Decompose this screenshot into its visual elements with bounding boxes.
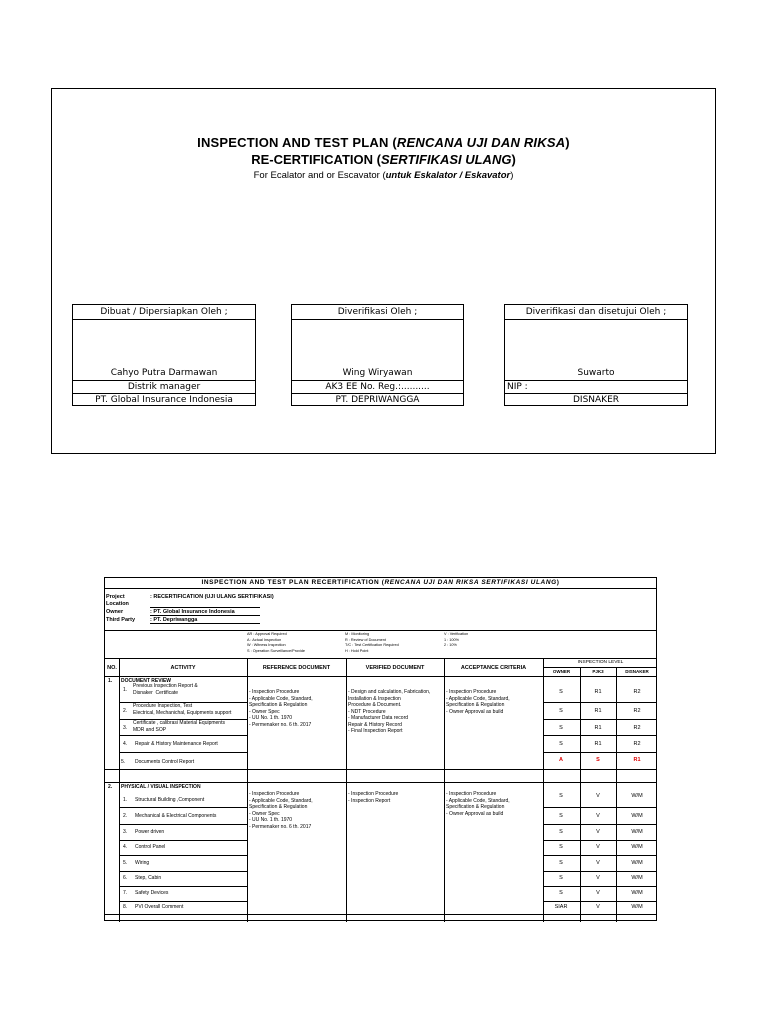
signature-header: Dibuat / Dipersiapkan Oleh ; (73, 305, 255, 320)
s2-item8-activity: PVI Overall Comment (135, 904, 184, 910)
s2-item2-owner: S (559, 813, 563, 819)
cover-title-line1: INSPECTION AND TEST PLAN (RENCANA UJI DAN RIKSA) (197, 135, 570, 150)
itp-title: INSPECTION AND TEST PLAN RECERTIFICATION (RENCANA UJI DAN RIKSA SERTIFIKASI ULANG) (105, 579, 656, 589)
header-owner: OWNER (552, 669, 571, 674)
signature-name: Wing Wiryawan (342, 368, 413, 378)
cover-page (51, 88, 716, 454)
legend-col1: AR : Approval Required A : Actual Inspection W : Witness Inspection S : Operation Surveillance/Provide (247, 632, 306, 653)
s2-item8-disnaker: W/M (631, 904, 643, 910)
s1-item2-disnaker: R2 (633, 708, 641, 714)
s2-item4-pjk3: V (596, 844, 600, 850)
signature-name: Suwarto (577, 368, 615, 378)
s2-item8-owner: SIAR (554, 904, 568, 910)
s2-item5-no: 5. (123, 860, 128, 866)
signature-reg: AK3 EE No. Reg.:.......... (292, 380, 463, 394)
header-no: NO. (107, 665, 117, 671)
s1-item1-disnaker: R2 (633, 689, 641, 695)
s1-item5-disnaker: R1 (633, 757, 641, 763)
s2-item3-pjk3: V (596, 829, 600, 835)
s2-item5-activity: Wiring (135, 860, 150, 866)
s1-item2-pjk3: R1 (594, 708, 602, 714)
s1-item5-no: 5. (121, 759, 126, 765)
header-acceptance: ACCEPTANCE CRITERIA (460, 665, 527, 671)
s2-item2-disnaker: W/M (631, 813, 643, 819)
signature-header: Diverifikasi dan disetujui Oleh ; (505, 305, 687, 320)
s2-item5-pjk3: V (596, 860, 600, 866)
s2-item4-owner: S (559, 844, 563, 850)
section1-no: 1. (108, 678, 113, 684)
s1-item3-disnaker: R2 (633, 725, 641, 731)
s2-item4-no: 4. (123, 844, 128, 850)
location-value (150, 601, 260, 608)
section1-acceptance: - Inspection Procedure - Applicable Code, Standard, Specification & Regulation - Owner Approval as build (446, 689, 510, 715)
signature-box-prepared (72, 304, 256, 406)
header-verified: VERIFIED DOCUMENT (365, 665, 425, 671)
s1-item2-activity: Procedure Inspection, Test Electrical, Mechanichal, Equipments support (133, 703, 232, 716)
cover-title-line2: RE-CERTIFICATION (SERTIFIKASI ULANG) (251, 152, 516, 167)
s2-item6-pjk3: V (596, 875, 600, 881)
s2-item3-activity: Power driven (135, 829, 165, 835)
project-value: : RECERTIFICATION (UJI ULANG SERTIFIKASI) (150, 594, 274, 600)
s1-item1-activity: Previous Inspection Report & Disnaker Certificate (133, 683, 198, 696)
s2-item1-owner: S (559, 793, 563, 799)
signature-company: PT. Global Insurance Indonesia (73, 393, 255, 407)
signature-header: Diverifikasi Oleh ; (292, 305, 463, 320)
section1-verified: - Design and calculation, Fabrication, Installation & Inspection Procedure & Document. - NDT Procedure - Manufacturer Data record Repair & History Record - Final Inspection Report (348, 689, 431, 734)
s1-item4-activity: Repair & History Maintenance Report (135, 741, 218, 747)
owner-value: : PT. Global Insurance Indonesia (150, 609, 260, 616)
s2-item3-disnaker: W/M (631, 829, 643, 835)
s2-item6-activity: Step, Cabin (135, 875, 162, 881)
s1-item4-owner: S (559, 741, 563, 747)
s2-item7-activity: Safety Devices (135, 890, 169, 896)
s2-item6-owner: S (559, 875, 563, 881)
s1-item3-no: 3. (123, 725, 128, 731)
s1-item1-pjk3: R1 (594, 689, 602, 695)
s1-item5-owner: A (559, 757, 563, 763)
s2-item8-no: 8. (123, 904, 128, 910)
s2-item1-no: 1. (123, 797, 128, 803)
s1-item5-activity: Documents Control Report (135, 759, 195, 765)
s2-item3-no: 3. (123, 829, 128, 835)
s2-item6-disnaker: W/M (631, 875, 643, 881)
s1-item3-pjk3: R1 (594, 725, 602, 731)
legend-col3: V : Verification 1 : 100% 2 : 10% (444, 632, 469, 647)
s1-item4-pjk3: R1 (594, 741, 602, 747)
s2-item2-activity: Mechanical & Electrical Components (135, 813, 217, 819)
section2-no: 2. (108, 784, 113, 790)
s2-item7-owner: S (559, 890, 563, 896)
s1-item3-owner: S (559, 725, 563, 731)
section1-title: DOCUMENT REVIEW (121, 678, 171, 684)
signature-company: PT. DEPRIWANGGA (292, 393, 463, 407)
s2-item1-pjk3: V (596, 793, 600, 799)
s1-item4-disnaker: R2 (633, 741, 641, 747)
s2-item2-pjk3: V (596, 813, 600, 819)
location-label: Location (106, 601, 129, 607)
cover-subtitle: For Ecalator and or Escavator (untuk Eskalator / Eskavator) (253, 170, 514, 181)
s2-item1-disnaker: W/M (631, 793, 643, 799)
header-disnaker: DISNAKER (625, 669, 649, 674)
section2-title: PHYSICAL / VISUAL INSPECTION (121, 784, 201, 790)
signature-name: Cahyo Putra Darmawan (110, 368, 218, 378)
s2-item7-disnaker: W/M (631, 890, 643, 896)
section2-reference: - Inspection Procedure - Applicable Code, Standard, Specification & Regulation - Owner Spec - UU No. 1 th. 1970 - Permenaker no. 6 th. 2017 (249, 791, 313, 830)
s2-item1-activity: Structural Building ,Component (135, 797, 205, 803)
s2-item5-disnaker: W/M (631, 860, 643, 866)
section2-verified: - Inspection Procedure - Inspection Report (348, 791, 399, 804)
third-party-value: : PT. Depriwangga (150, 617, 260, 624)
s1-item1-owner: S (559, 689, 563, 695)
signature-role: Distrik manager (73, 380, 255, 394)
header-inspection-level: INSPECTION LEVEL (577, 660, 624, 665)
s1-item5-pjk3: S (596, 757, 600, 763)
s2-item4-disnaker: W/M (631, 844, 643, 850)
header-reference: REFERENCE DOCUMENT (262, 665, 331, 671)
s1-item3-activity: Certificate , calibrasi Material Equipments MDR and SOP (133, 720, 225, 733)
s2-item2-no: 2. (123, 813, 128, 819)
s1-item2-no: 2. (123, 708, 128, 714)
legend-col2: M : Monitoring R : Review of Document T/C : Test Certification Required H : Hold Point (345, 632, 399, 653)
signature-agency: DISNAKER (505, 393, 687, 407)
section2-acceptance: - Inspection Procedure - Applicable Code, Standard, Specification & Regulation - Owner Approval as build (446, 791, 510, 817)
s2-item6-no: 6. (123, 875, 128, 881)
itp-table (104, 577, 657, 921)
s2-item7-no: 7. (123, 890, 128, 896)
third-party-label: Third Party (106, 617, 136, 623)
s2-item7-pjk3: V (596, 890, 600, 896)
signature-nip: NIP : (505, 380, 687, 394)
s1-item2-owner: S (559, 708, 563, 714)
s2-item3-owner: S (559, 829, 563, 835)
signature-box-approved (504, 304, 688, 406)
s2-item5-owner: S (559, 860, 563, 866)
s1-item4-no: 4. (123, 741, 128, 747)
owner-label: Owner (106, 609, 124, 615)
s2-item4-activity: Control Panel (135, 844, 166, 850)
project-label: Project (106, 594, 125, 600)
s1-item1-no: 1. (123, 687, 128, 693)
s2-item8-pjk3: V (596, 904, 600, 910)
signature-box-verified (291, 304, 464, 406)
header-activity: ACTIVITY (170, 665, 196, 671)
header-pjk3: PJK3 (592, 669, 604, 674)
section1-reference: - Inspection Procedure - Applicable Code, Standard, Specification & Regulation - Owner Spec - UU No. 1 th. 1970 - Permenaker no. 6 th. 2017 (249, 689, 313, 728)
